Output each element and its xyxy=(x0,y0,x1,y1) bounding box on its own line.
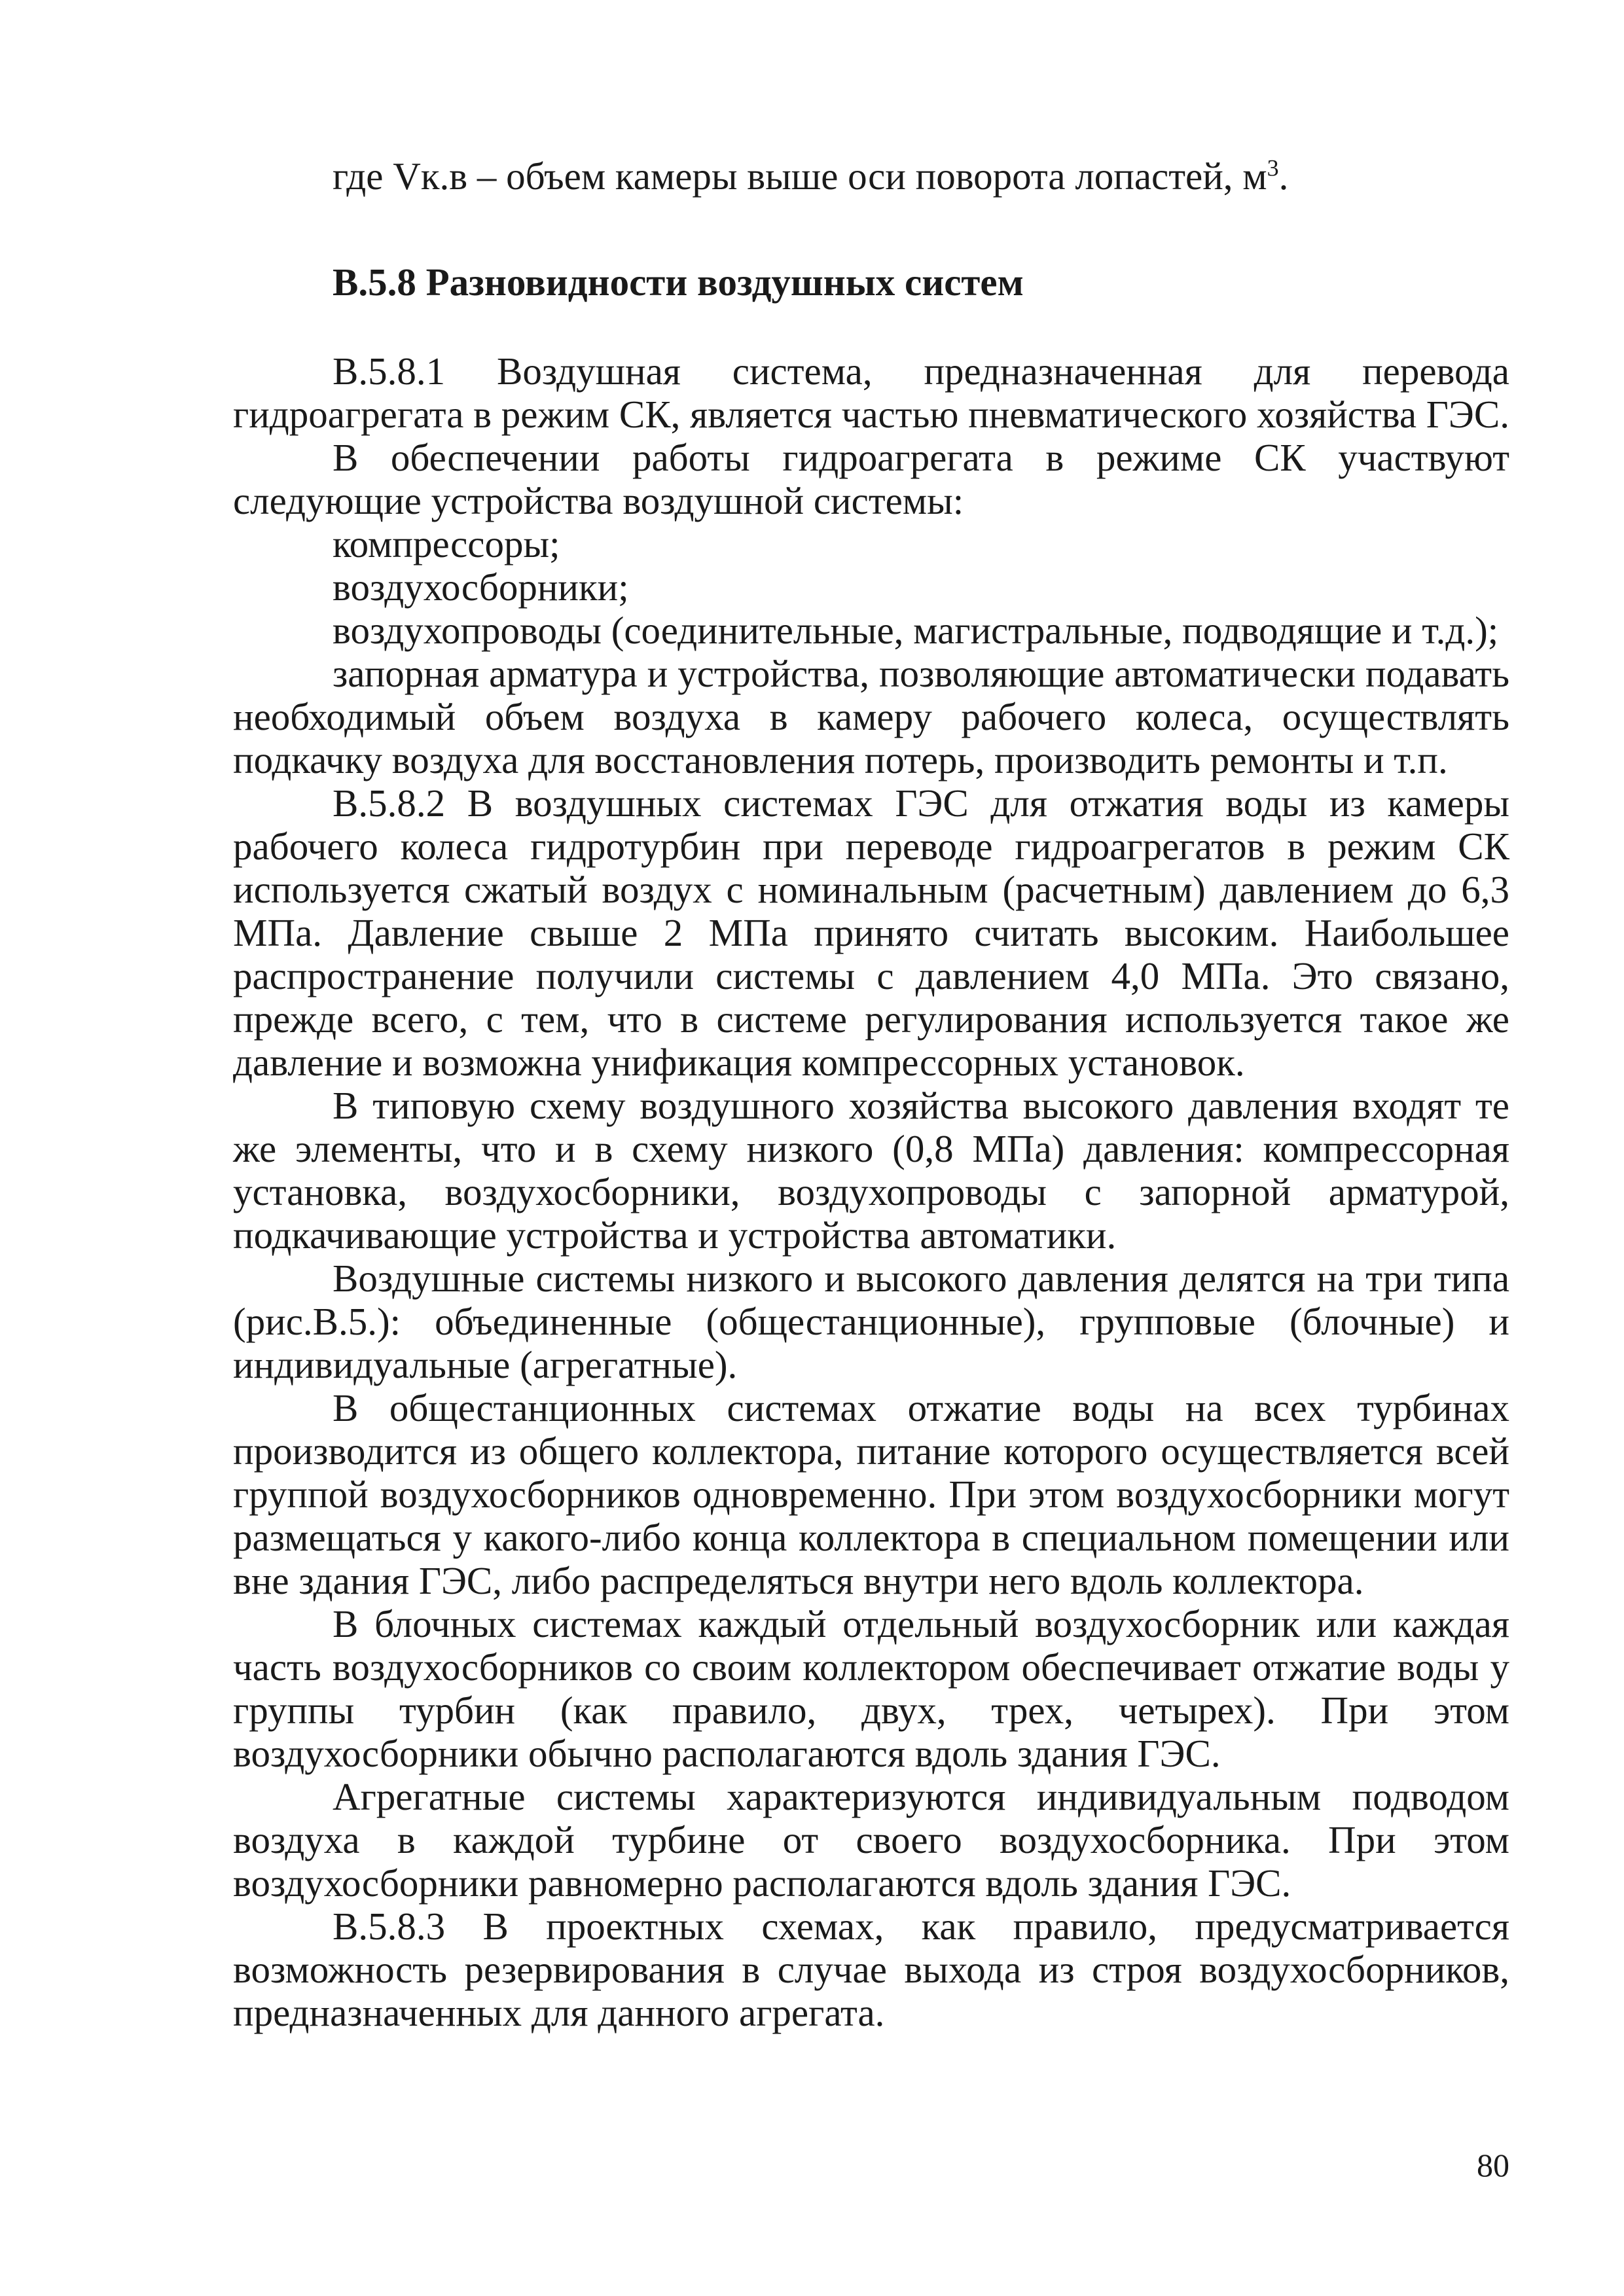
paragraph-unit-systems: Агрегатные системы характеризуются индивидуальным подводом воздуха в каждой турбине от своего воздухосборника. При этом воздухосборники равномерно располагаются вдоль здания ГЭС. xyxy=(233,1775,1509,1905)
section-heading: В.5.8 Разновидности воздушных систем xyxy=(333,260,1024,304)
body-text xyxy=(233,137,1509,2034)
paragraph-system-types: Воздушные системы низкого и высокого давления делятся на три типа (рис.В.5.): объединенные (общестанционные), групповые (блочные) и индивидуальные (агрегатные). xyxy=(233,1257,1509,1386)
page-number: 80 xyxy=(1477,2147,1509,2183)
paragraph-block-systems: В блочных системах каждый отдельный воздухосборник или каждая часть воздухосборников со своим коллектором обеспечивает отжатие воды у группы турбин (как правило, двух, трех, четырех). При этом воздухосборники обычно располагаются вдоль здания ГЭС. xyxy=(233,1602,1509,1775)
paragraph-shutoff-valves: запорная арматура и устройства, позволяющие автоматически подавать необходимый объем воздуха в камеру рабочего колеса, осуществлять подкачку воздуха для восстановления потерь, производить ремонты и т.п. xyxy=(233,652,1509,781)
intro-line-superscript: 3 xyxy=(1267,154,1279,181)
list-item-air-receivers: воздухосборники; xyxy=(333,565,629,609)
intro-line xyxy=(333,154,1509,198)
paragraph-5-8-3: В.5.8.3 В проектных схемах, как правило, предусматривается возможность резервирования в случае выхода из строя воздухосборников, предназначенных для данного агрегата. xyxy=(233,1905,1509,2034)
paragraph-station-systems: В общестанционных системах отжатие воды на всех турбинах производится из общего коллектора, питание которого осуществляется всей группой воздухосборников одновременно. При этом воздухосборники могут размещаться у какого-либо конца коллектора в специальном помещении или вне здания ГЭС, либо распределяться внутри него вдоль коллектора. xyxy=(233,1386,1509,1602)
paragraph-5-8-1: В.5.8.1 Воздушная система, предназначенная для перевода гидроагрегата в режим СК, является частью пневматического хозяйства ГЭС. xyxy=(233,350,1509,436)
paragraph-high-pressure-scheme: В типовую схему воздушного хозяйства высокого давления входят те же элементы, что и в схему низкого (0,8 МПа) давления: компрессорная установка, воздухосборники, воздухопроводы с запорной арматурой, подкачивающие устройства и устройства автоматики. xyxy=(233,1084,1509,1257)
list-item-air-pipelines: воздухопроводы (соединительные, магистральные, подводящие и т.д.); xyxy=(333,609,1499,652)
paragraph-devices-intro: В обеспечении работы гидроагрегата в режиме СК участвуют следующие устройства воздушной системы: xyxy=(233,436,1509,522)
list-item-compressors: компрессоры; xyxy=(333,522,560,565)
intro-line-suffix: . xyxy=(1278,154,1289,198)
intro-line-text: где Vк.в – объем камеры выше оси поворота лопастей, м xyxy=(333,154,1267,198)
paragraph-5-8-2: В.5.8.2 В воздушных системах ГЭС для отжатия воды из камеры рабочего колеса гидротурбин при переводе гидроагрегатов в режим СК используется сжатый воздух с номинальным (расчетным) давлением до 6,3 МПа. Давление свыше 2 МПа принято считать высоким. Наибольшее распространение получили системы с давлением 4,0 МПа. Это связано, прежде всего, с тем, что в системе регулирования используется такое же давление и возможна унификация компрессорных установок. xyxy=(233,781,1509,1084)
